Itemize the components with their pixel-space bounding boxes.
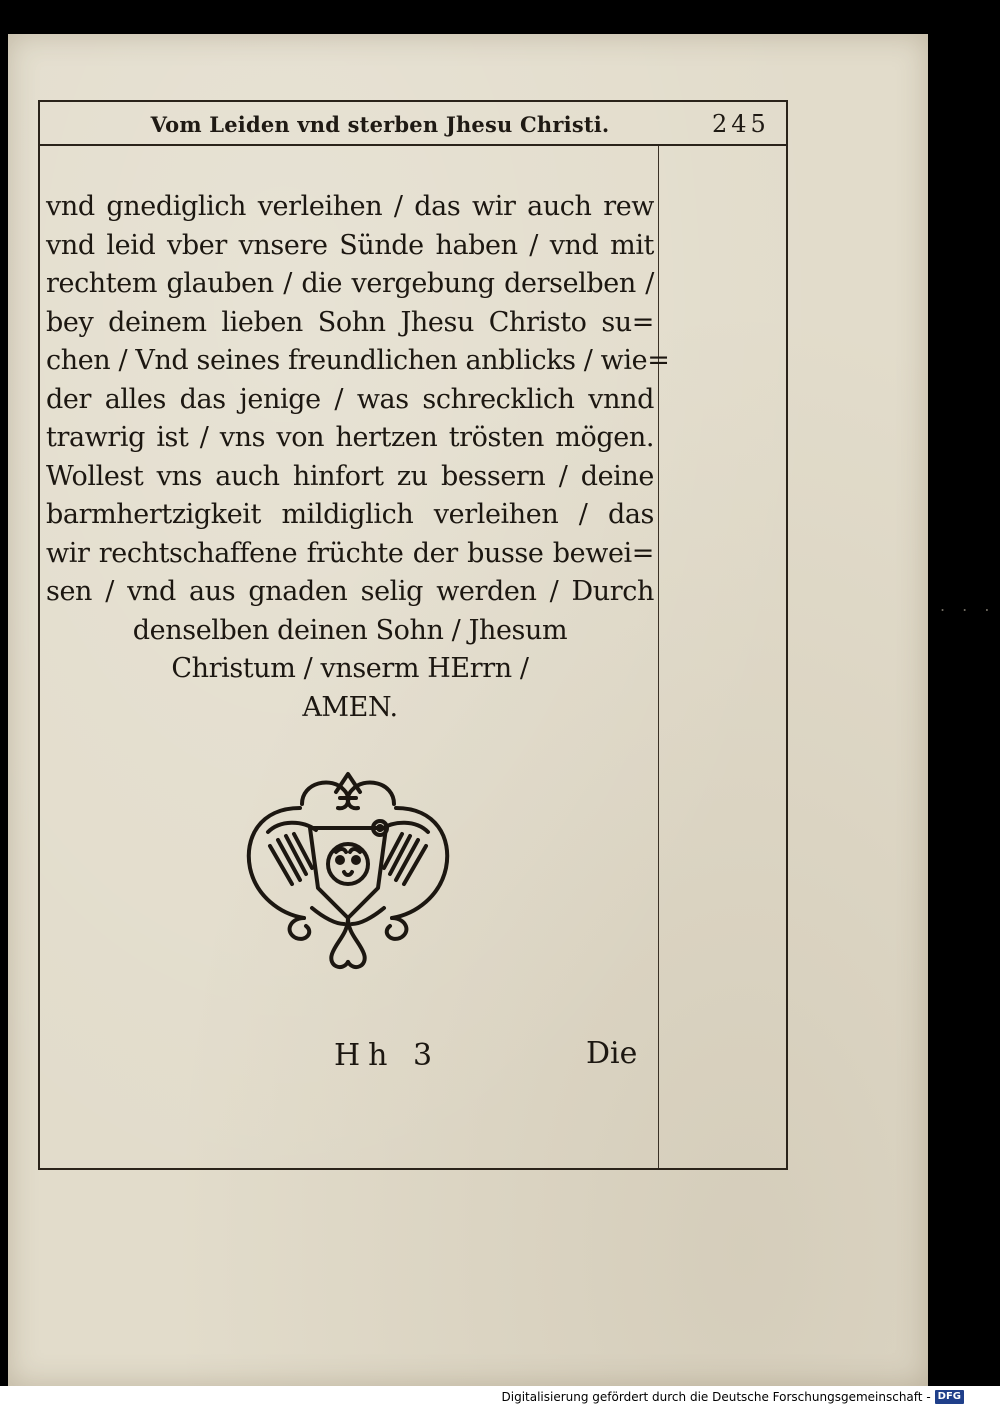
text-line: wir rechtschaffene früchte der busse bewei= [46,537,654,569]
text-line: vnd leid vber vnsere Sünde haben / vnd mit [46,229,654,261]
text-line: der alles das jenige / was schrecklich vnnd [46,383,654,415]
text-line: bey deinem lieben Sohn Jhesu Christo su= [46,306,654,338]
running-head: Vom Leiden vnd sterben Jhesu Christi. [150,112,610,137]
scan-dots-decoration: . . . [940,596,996,615]
text-line: sen / vnd aus gnaden selig werden / Durch [46,576,654,607]
text-line: trawrig ist / vns von hertzen trösten mögen. [46,422,654,453]
grotesque-mask-ornament-icon [240,768,456,974]
column-rule [658,146,659,1168]
footer-text: Digitalisierung gefördert durch die Deutsche Forschungsgemeinschaft - [501,1390,931,1404]
text-line-amen: AMEN. [302,691,398,723]
text-line: rechtem glauben / die vergebung derselben / [46,268,654,299]
text-line: Wollest vns auch hinfort zu bessern / deine [46,460,654,492]
text-line: vnd gnediglich verleihen / das wir auch rew [46,191,654,222]
header-rule [38,144,788,146]
prayer-text [46,188,670,727]
text-line: barmhertzigkeit mildiglich verleihen / das [46,499,654,530]
text-line: chen / Vnd seines freundlichen anblicks / wie= [46,345,670,376]
text-line: Christum / vnserm HErrn / [171,653,529,684]
footer-credit [502,1390,965,1404]
dfg-logo-icon[interactable]: DFG [935,1390,964,1404]
page-number: 245 [712,110,770,138]
catchword: Die [586,1036,638,1071]
signature-mark: Hh 3 [334,1038,441,1073]
text-line: denselben deinen Sohn / Jhesum [132,614,568,646]
